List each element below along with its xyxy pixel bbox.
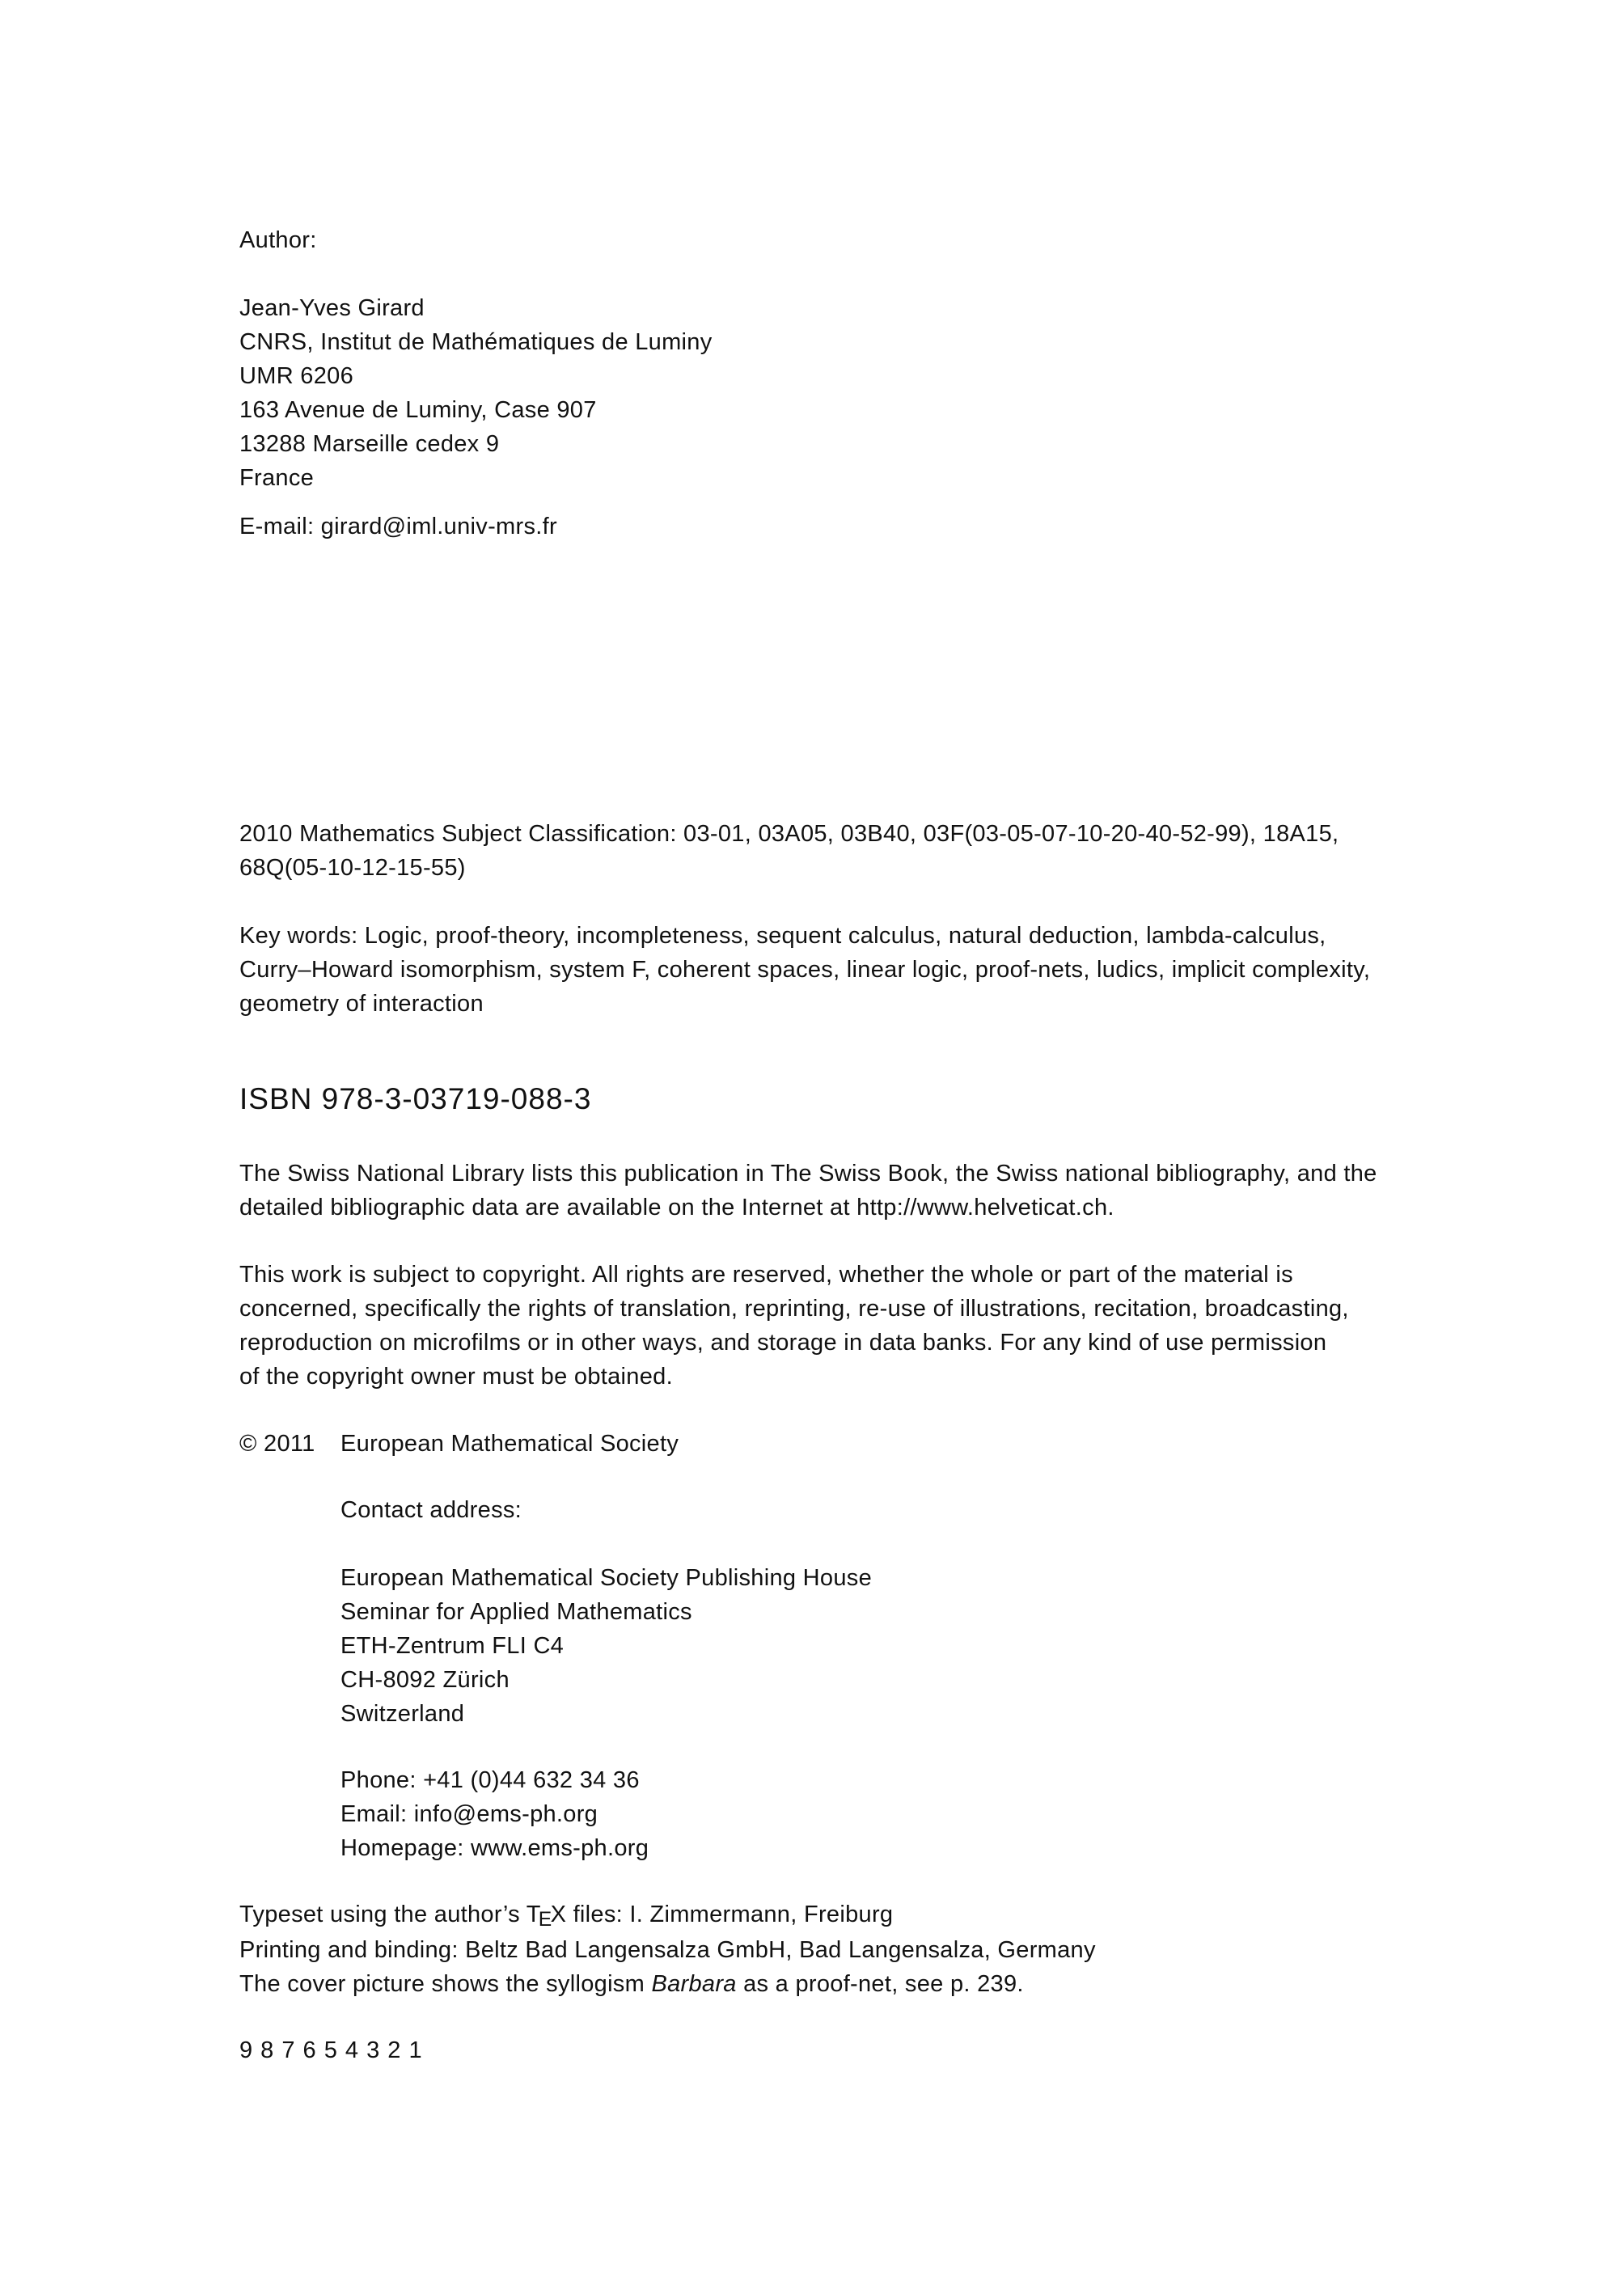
typeset-suffix: X files: I. Zimmermann, Freiburg: [550, 1902, 894, 1927]
print-line: 9 8 7 6 5 4 3 2 1: [239, 2037, 423, 2063]
author-email: E-mail: girard@iml.univ-mrs.fr: [239, 514, 557, 539]
author-address: [239, 291, 713, 495]
library-notice-line: detailed bibliographic data are available on the Internet at http://www.helveticat.ch.: [239, 1195, 1114, 1221]
publisher-address-line: Seminar for Applied Mathematics: [340, 1599, 692, 1625]
classification-line: 2010 Mathematics Subject Classification: 03-01, 03A05, 03B40, 03F(03-05-07-10-20-40-52-99), 18A15,: [239, 821, 1339, 847]
publisher-email: Email: info@ems-ph.org: [340, 1801, 598, 1827]
copyright-line: concerned, specifically the rights of translation, reprinting, re-use of illustrations, recitation, broadcasting,: [239, 1296, 1349, 1322]
classification-line: 68Q(05-10-12-15-55): [239, 855, 466, 881]
publisher-address-line: CH-8092 Zürich: [340, 1667, 510, 1693]
author-block: [239, 223, 317, 257]
keywords-line: geometry of interaction: [239, 991, 484, 1017]
keywords-line: Curry–Howard isomorphism, system F, coherent spaces, linear logic, proof-nets, ludics, implicit complexity,: [239, 957, 1371, 983]
address-line: UMR 6206: [239, 363, 354, 389]
cover-prefix: The cover picture shows the syllogism: [239, 1971, 652, 1997]
copyright-notice: [239, 1258, 1349, 1394]
address-line: 163 Avenue de Luminy, Case 907: [239, 397, 597, 423]
copyright-line: This work is subject to copyright. All rights are reserved, whether the whole or part of the material is: [239, 1262, 1293, 1288]
typeset-prefix: Typeset using the author’s T: [239, 1902, 541, 1927]
cover-italic: Barbara: [651, 1971, 737, 1997]
copyright-line: of the copyright owner must be obtained.: [239, 1364, 673, 1390]
publisher-phone: Phone: +41 (0)44 632 34 36: [340, 1767, 640, 1793]
subject-classification: [239, 817, 1339, 885]
printing-line: Printing and binding: Beltz Bad Langensalza GmbH, Bad Langensalza, Germany: [239, 1937, 1096, 1963]
library-notice-line: The Swiss National Library lists this publication in The Swiss Book, the Swiss national bibliography, and the: [239, 1161, 1377, 1187]
print-line-block: [239, 2033, 423, 2067]
publisher-name: European Mathematical Society: [340, 1431, 679, 1457]
author-email-block: [239, 510, 557, 544]
publisher-homepage: Homepage: www.ems-ph.org: [340, 1835, 649, 1861]
isbn: ISBN 978-3-03719-088-3: [239, 1082, 592, 1115]
keywords-line: Key words: Logic, proof-theory, incompleteness, sequent calculus, natural deduction, lambda-calculus,: [239, 923, 1326, 949]
isbn-block: [239, 1082, 591, 1116]
publisher-copyright: [239, 1427, 679, 1461]
tex-e-letter: E: [538, 1909, 552, 1931]
publisher-address-line: Switzerland: [340, 1701, 465, 1727]
copyright-line: reproduction on microfilms or in other ways, and storage in data banks. For any kind of use permission: [239, 1330, 1327, 1356]
production-info: [239, 1897, 1096, 2001]
contact-label-block: [340, 1493, 522, 1527]
keywords: [239, 919, 1370, 1021]
library-notice: [239, 1157, 1377, 1225]
author-label: Author:: [239, 227, 317, 253]
publisher-address: [340, 1561, 872, 1731]
publisher-address-line: European Mathematical Society Publishing House: [340, 1565, 872, 1591]
publisher-address-line: ETH-Zentrum FLI C4: [340, 1633, 565, 1659]
cover-line: [239, 1967, 1096, 2001]
contact-label: Contact address:: [340, 1497, 522, 1523]
author-name: Jean-Yves Girard: [239, 295, 425, 321]
cover-suffix: as a proof-net, see p. 239.: [736, 1971, 1024, 1997]
publisher-contact: [340, 1763, 649, 1865]
typeset-line: [239, 1897, 1096, 1933]
address-line: France: [239, 465, 315, 491]
copyright-year: © 2011: [239, 1431, 315, 1457]
address-line: 13288 Marseille cedex 9: [239, 431, 500, 457]
address-line: CNRS, Institut de Mathématiques de Luminy: [239, 329, 713, 355]
